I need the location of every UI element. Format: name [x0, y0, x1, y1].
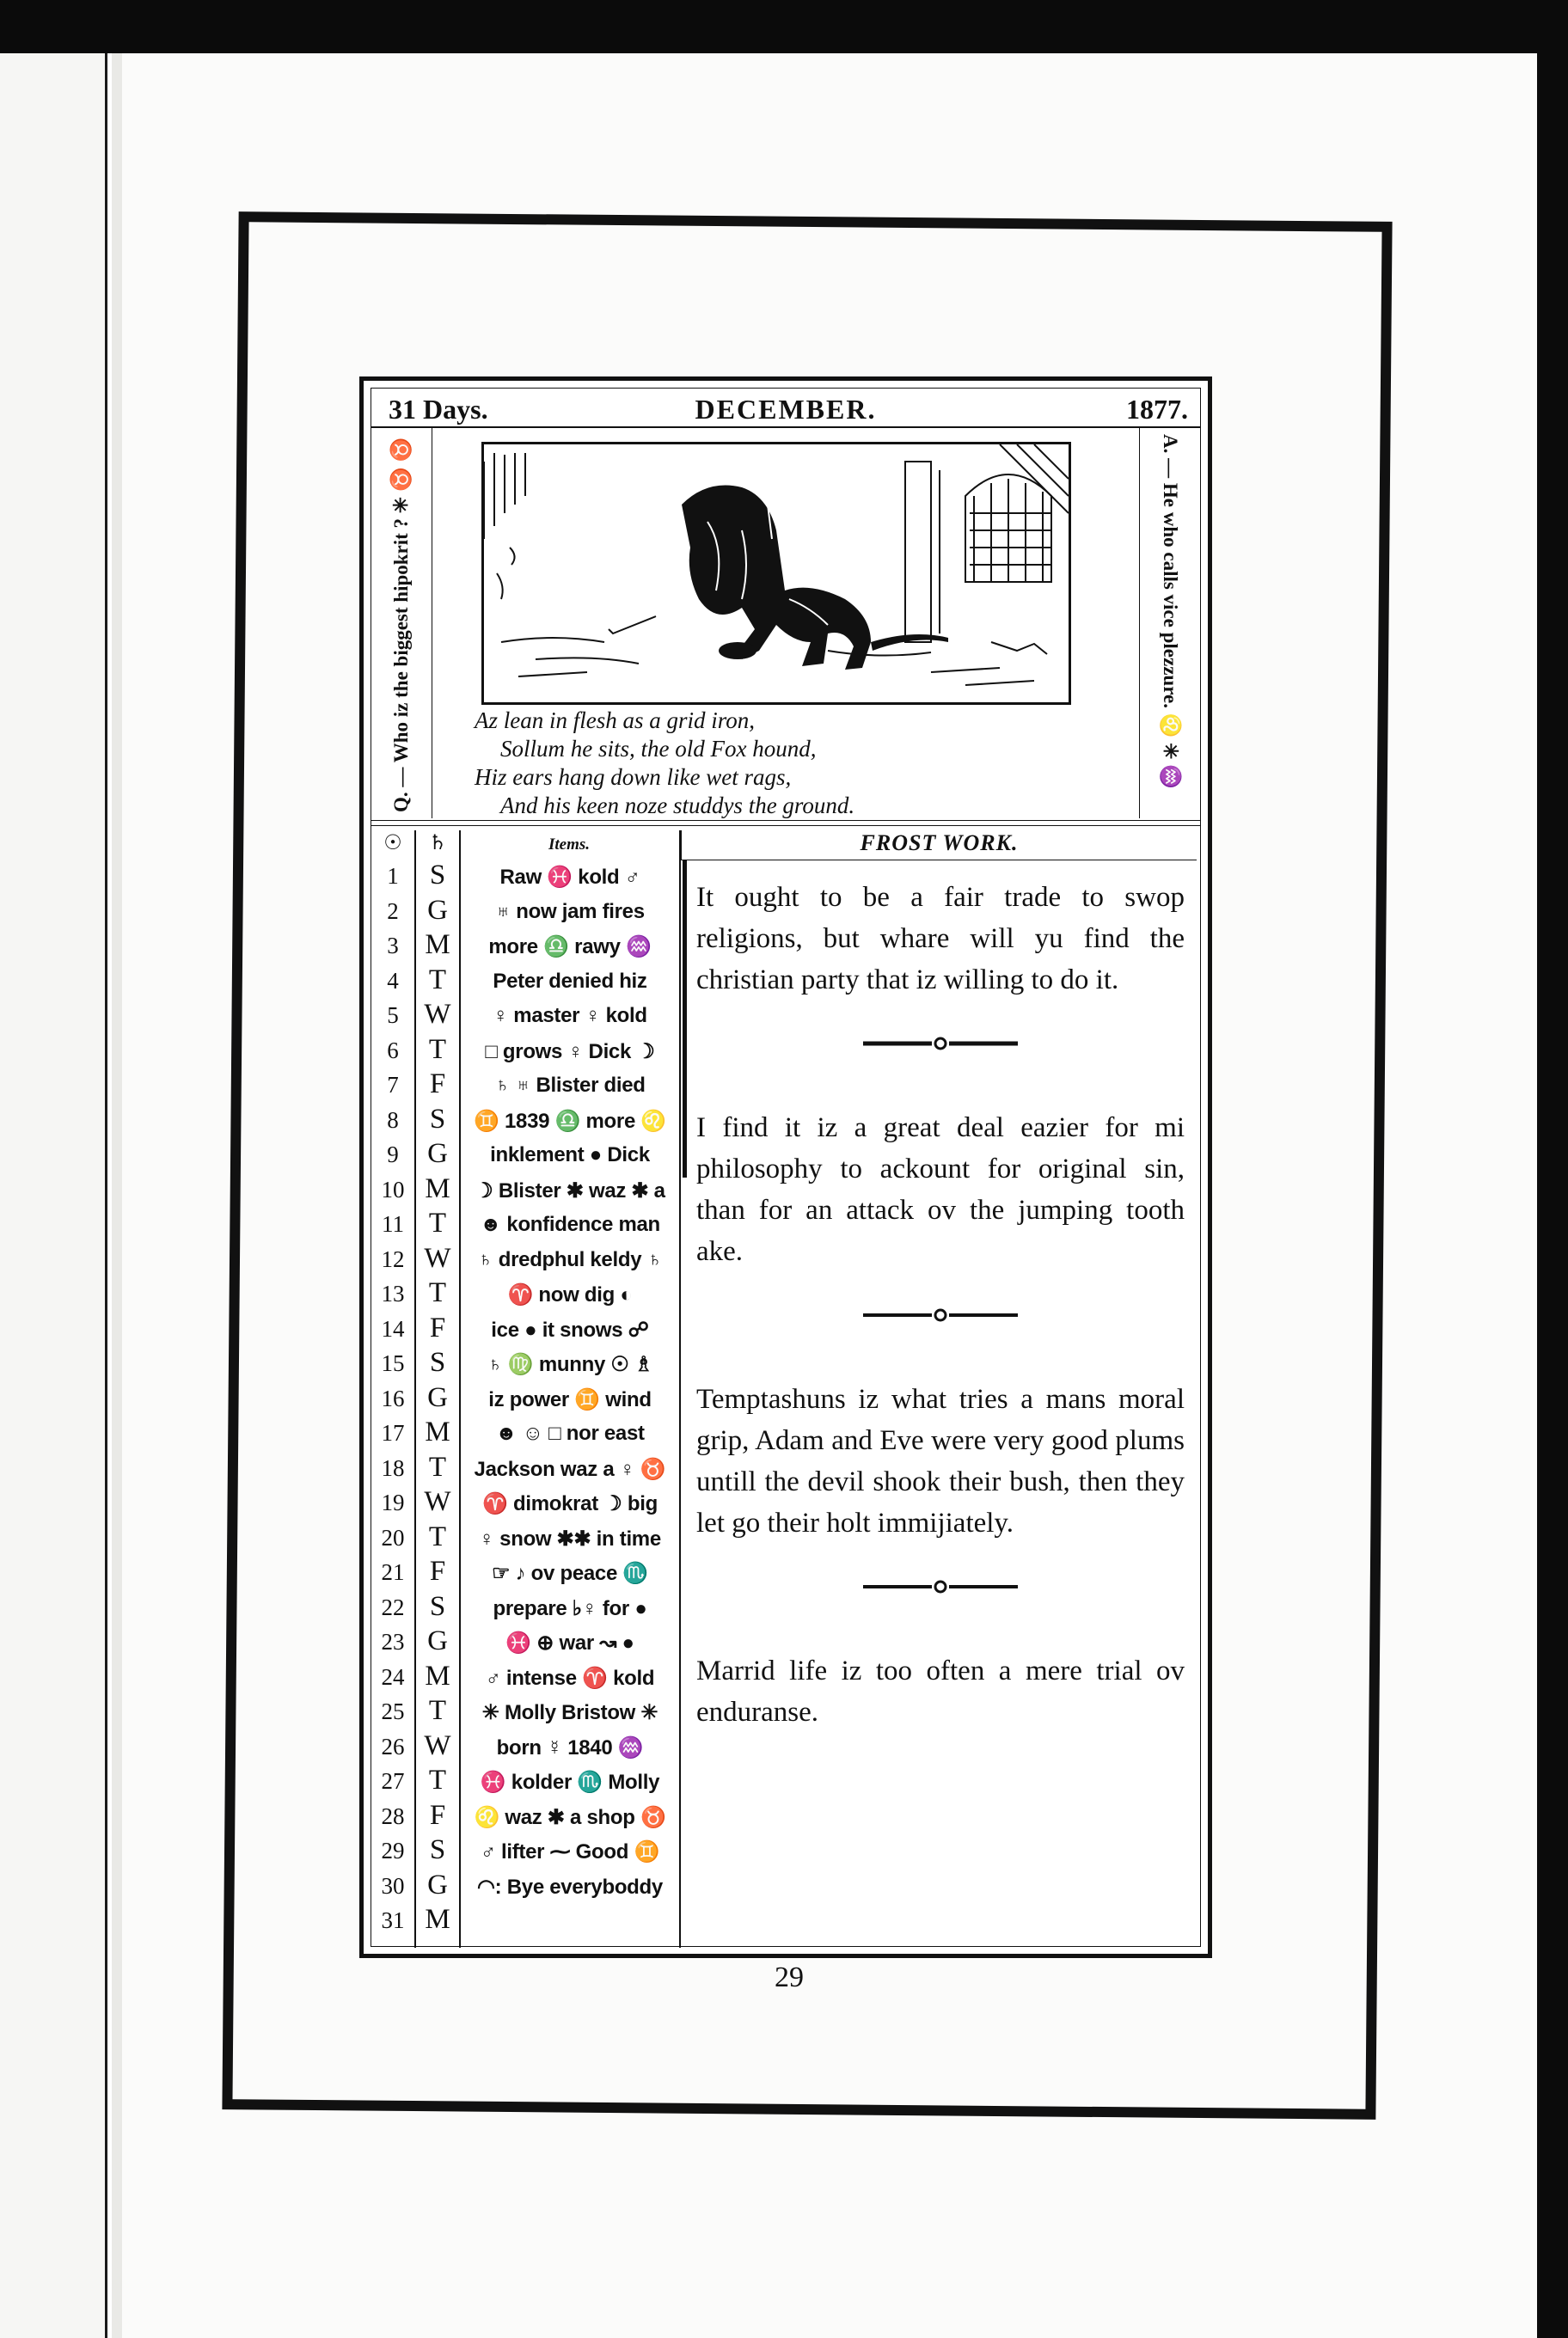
calendar-row: [371, 1904, 681, 1939]
almanac-item: ♅ now jam fires: [495, 899, 645, 923]
month-header: [371, 389, 1200, 428]
weekday-letter: M: [425, 929, 450, 960]
weekday-letter: G: [427, 894, 448, 926]
day-number: 8: [387, 1106, 399, 1133]
almanac-item: ♈ now dig ◐: [507, 1283, 633, 1307]
weekday-letter: G: [427, 1625, 448, 1656]
weekday-letter: S: [429, 1103, 446, 1135]
weekday-letter: S: [429, 1590, 446, 1622]
weekday-letter: S: [429, 1834, 446, 1865]
divider-rule: [371, 820, 1200, 821]
almanac-panel: [359, 376, 1212, 1958]
weekday-letter: W: [424, 1729, 451, 1761]
column-rule-heavy: [683, 860, 687, 1178]
almanac-item: prepare ♭♀ for ●: [493, 1596, 647, 1620]
almanac-item: ☽ Blister ✱ waz ✱ a: [475, 1178, 665, 1203]
almanac-item: ♈ dimokrat ☽ big: [482, 1492, 658, 1515]
calendar-row: [371, 1347, 681, 1382]
weekday-letter: W: [424, 1486, 451, 1517]
weekday-letter: M: [425, 1417, 450, 1447]
calendar-row: [371, 895, 681, 930]
ornament-divider: [696, 1544, 1185, 1630]
calendar-row: [371, 1591, 681, 1626]
day-number: 3: [387, 933, 399, 958]
calendar-row: [371, 964, 681, 1000]
almanac-item: ◠: Bye everyboddy: [477, 1875, 663, 1899]
calendar-row: [371, 1173, 681, 1209]
almanac-item: iz power ♊ wind: [488, 1387, 652, 1411]
calendar-row: [371, 1730, 681, 1766]
day-number: 17: [381, 1420, 405, 1446]
calendar-row: [371, 1277, 681, 1313]
almanac-inner-frame: [371, 388, 1201, 1947]
day-number: 21: [381, 1559, 405, 1585]
month-title: DECEMBER.: [695, 394, 877, 425]
day-number: 23: [381, 1629, 405, 1655]
calendar-row: [371, 1243, 681, 1278]
weekday-letter: T: [428, 1208, 447, 1239]
weekday-letter: T: [428, 1521, 447, 1552]
day-number: 25: [381, 1698, 405, 1724]
almanac-item: more ♎ rawy ♒: [488, 935, 652, 958]
scan-dark-border-top: [0, 0, 1568, 53]
paragraph: It ought to be a fair trade to swop religions, but whare will yu find the christian party that iz willing to do it.: [696, 882, 1185, 995]
saturn-column-header: ♄: [416, 830, 460, 860]
page-number: [0, 1962, 1568, 1994]
day-number: 24: [381, 1663, 405, 1690]
day-number: 4: [387, 967, 399, 994]
days-count: 31 Days.: [389, 394, 488, 425]
weekday-letter: T: [428, 1033, 447, 1065]
almanac-item: ♓ kolder ♏ Molly: [480, 1771, 660, 1794]
page-number-text: 29: [775, 1962, 804, 1993]
calendar-row: [371, 1765, 681, 1800]
weekday-letter: F: [429, 1068, 446, 1099]
poem-line-1: Az lean in flesh as a grid iron,: [475, 707, 756, 733]
weekday-letter: G: [427, 1381, 448, 1413]
weekday-letter: F: [429, 1312, 446, 1343]
calendar-row: [371, 1834, 681, 1870]
calendar-row: [371, 1034, 681, 1069]
calendar-table: [371, 860, 681, 1939]
day-number: 22: [381, 1594, 405, 1620]
almanac-item: ♊ 1839 ♎ more ♌: [474, 1109, 666, 1133]
paragraph: Marrid life iz too often a mere trial ov enduranse.: [696, 1656, 1185, 1728]
calendar-row: [371, 929, 681, 964]
almanac-item: ♂ intense ♈ kold: [485, 1666, 655, 1690]
poem-line-3: Hiz ears hang down like wet rags,: [475, 764, 792, 790]
almanac-item: ♂ lifter ⁓ Good ♊: [480, 1840, 660, 1864]
almanac-item: Raw ♓ kold ♂: [499, 866, 640, 889]
answer-text: A. — He who calls vice plezzure. ♌ ✳ ♒: [1160, 434, 1181, 789]
almanac-item: ♄ ♅ Blister died: [494, 1074, 646, 1097]
day-number: 6: [387, 1037, 399, 1063]
day-number: 12: [381, 1246, 405, 1272]
calendar-row: [371, 1104, 681, 1139]
calendar-row: [371, 1382, 681, 1417]
day-number: 31: [381, 1907, 405, 1933]
weekday-letter: S: [429, 1347, 446, 1378]
calendar-row: [371, 1138, 681, 1173]
almanac-item: inklement ● Dick: [490, 1143, 650, 1166]
weekday-letter: G: [427, 1138, 448, 1169]
calendar-row: [371, 1695, 681, 1730]
rule-ornament-icon: [863, 1307, 1018, 1324]
calendar-row: [371, 1208, 681, 1243]
day-number: 7: [387, 1072, 399, 1098]
weekday-letter: M: [425, 1660, 450, 1692]
day-number: 16: [381, 1385, 405, 1411]
day-number: 29: [381, 1838, 405, 1864]
day-number: 15: [381, 1350, 405, 1376]
calendar-row: [371, 1800, 681, 1835]
weekday-letter: F: [429, 1556, 446, 1587]
almanac-item: ☞ ♪ ov peace ♏: [492, 1562, 648, 1585]
almanac-item: ♌ waz ✱ a shop ♉: [474, 1805, 666, 1829]
day-number: 1: [387, 863, 399, 889]
engraving-image: [484, 444, 1069, 702]
fox-hound-illustration: [481, 442, 1071, 705]
day-number: 20: [381, 1524, 405, 1551]
weekday-letter: W: [424, 1242, 451, 1274]
ornament-divider: [696, 1272, 1185, 1358]
paragraph: I find it iz a great deal eazier for mi philosophy to ackount for original sin, than for an attack ov the jumping tooth ake.: [696, 1112, 1185, 1267]
almanac-item: ♓ ⊕ war ↝ ●: [505, 1631, 634, 1655]
question-column: [371, 428, 432, 818]
day-number: 2: [387, 897, 399, 924]
day-number: 14: [381, 1315, 405, 1342]
almanac-item: ♀ snow ✱✱ in time: [479, 1527, 661, 1551]
previous-page-edge: [0, 53, 107, 2338]
weekday-letter: T: [428, 964, 447, 995]
weekday-letter: S: [429, 860, 446, 891]
weekday-letter: G: [427, 1869, 448, 1900]
weekday-letter: T: [428, 1765, 447, 1796]
almanac-item: born ☿ 1840 ♒: [496, 1735, 644, 1760]
divider-rule-double: [371, 825, 1200, 826]
weekday-letter: M: [425, 1904, 450, 1935]
question-text: Q. — Who iz the biggest hipokrit ? ✳ ♉ ♉: [390, 438, 412, 812]
day-number: 5: [387, 1002, 399, 1028]
day-number: 19: [381, 1490, 405, 1515]
calendar-row: [371, 1486, 681, 1521]
paragraph: Temptashuns iz what tries a mans moral grip, Adam and Eve were very good plums untill the devil shook their bush, then they let go their holt immijiately.: [696, 1384, 1185, 1539]
poem: [440, 707, 1131, 820]
calendar-row: [371, 999, 681, 1034]
calendar-row: [371, 1417, 681, 1452]
calendar-row: [371, 1625, 681, 1661]
day-number: 30: [381, 1872, 405, 1899]
weekday-letter: M: [425, 1172, 450, 1204]
day-number: 26: [381, 1733, 405, 1760]
frost-work-header: FROST WORK.: [681, 830, 1197, 860]
calendar-row: [371, 1452, 681, 1487]
almanac-item: ☻ konfidence man: [480, 1213, 660, 1236]
page-gutter: [112, 53, 122, 2338]
weekday-letter: W: [424, 999, 451, 1030]
rule-ornament-icon: [863, 1035, 1018, 1052]
calendar-row: [371, 860, 681, 895]
year: 1877.: [1126, 394, 1188, 425]
calendar-row: [371, 1313, 681, 1348]
calendar-row: [371, 1521, 681, 1557]
poem-line-2: Sollum he sits, the old Fox hound,: [500, 736, 817, 762]
poem-line-4: And his keen noze studdys the ground.: [500, 793, 855, 818]
almanac-item: ♄ dredphul keldy ♄: [477, 1247, 663, 1271]
answer-column: [1139, 428, 1200, 818]
items-column-header: Items.: [548, 835, 591, 854]
day-number: 28: [381, 1802, 405, 1829]
almanac-item: ☻ ☺ □ nor east: [495, 1422, 645, 1445]
day-number: 9: [387, 1141, 399, 1167]
calendar-row: [371, 1556, 681, 1591]
weekday-letter: F: [429, 1799, 446, 1831]
weekday-letter: T: [428, 1451, 447, 1483]
almanac-item: □ grows ♀ Dick ☽: [485, 1039, 655, 1063]
weekday-letter: T: [428, 1695, 447, 1726]
almanac-item: ✳ Molly Bristow ✳: [481, 1701, 658, 1724]
almanac-item: Jackson waz a ♀ ♉: [474, 1457, 666, 1481]
almanac-item: ice ● it snows ☍: [491, 1318, 649, 1342]
calendar-row: [371, 1870, 681, 1905]
day-number: 27: [381, 1768, 405, 1794]
calendar-row: [371, 1068, 681, 1104]
almanac-item: Peter denied hiz: [493, 969, 647, 993]
frost-work-text: [696, 877, 1185, 1733]
day-number: 11: [382, 1211, 404, 1237]
day-number: 10: [381, 1176, 405, 1203]
day-number: 13: [381, 1281, 405, 1307]
weekday-letter: T: [428, 1277, 447, 1308]
almanac-item: ♀ master ♀ kold: [493, 1004, 647, 1027]
day-number: 18: [381, 1454, 405, 1481]
ornament-divider: [696, 1001, 1185, 1086]
calendar-row: [371, 1661, 681, 1696]
sun-column-header: ☉: [371, 830, 415, 860]
almanac-item: ♄ ♍ munny ☉ ♗: [487, 1353, 653, 1376]
rule-ornament-icon: [863, 1578, 1018, 1595]
